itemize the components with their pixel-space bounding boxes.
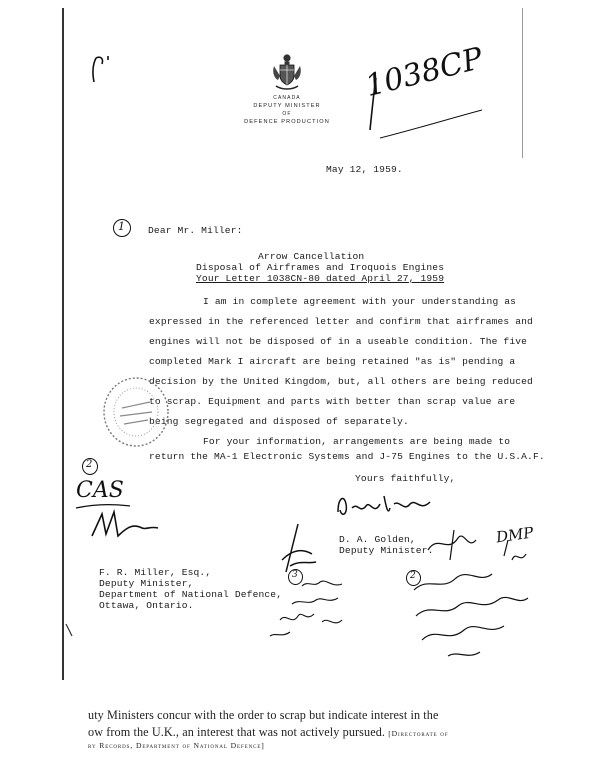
handwritten-file-number: 1038CP: [362, 41, 487, 104]
body-line-8: For your information, arrangements are being made to: [203, 436, 511, 447]
closing: Yours faithfully,: [355, 473, 456, 484]
caption-line2-text: ow from the U.K., an interest that was not actively pursued.: [88, 725, 386, 739]
body-line-9: return the MA-1 Electronic Systems and J-75 Engines to the U.S.A.F.: [149, 451, 545, 462]
subject-line2: Disposal of Airframes and Iroquois Engines: [196, 262, 445, 273]
file-number-strokes: [362, 70, 522, 140]
body-line-6: to scrap. Equipment and parts with better than scrap value are: [149, 396, 516, 407]
circled-number-3: 3: [292, 570, 298, 580]
subject-line1: Arrow Cancellation: [258, 251, 365, 262]
letterhead-title-line3: DEFENCE PRODUCTION: [244, 119, 330, 125]
caption-line1: uty Ministers concur with the order to scrap but indicate interest in the: [88, 708, 439, 722]
corner-mark-scribble: [84, 50, 124, 90]
handwritten-scrawl-1: [272, 520, 332, 578]
golden-signature: [330, 490, 440, 524]
letterhead-country: CANADA: [273, 95, 301, 101]
salutation: Dear Mr. Miller:: [148, 225, 243, 236]
handwritten-notes-cluster: [262, 576, 382, 640]
recipient-line2: Deputy Minister,: [99, 578, 194, 589]
letterhead-title-line2: OF: [282, 111, 292, 117]
body-line-3: engines will not be disposed of in a useable condition. The five: [149, 336, 528, 347]
page-left-edge: [62, 8, 64, 680]
letter-date: May 12, 1959.: [326, 164, 403, 175]
subject-line3: Your Letter 1038CN-80 dated April 27, 1959: [196, 273, 445, 284]
recipient-line4: Ottawa, Ontario.: [99, 600, 194, 611]
caption-line3: ry Records, Department of National Defence]: [88, 741, 265, 750]
body-line-2: expressed in the referenced letter and confirm that airframes and: [149, 316, 533, 327]
initials-signature: [88, 506, 168, 546]
received-date-stamp: [100, 368, 182, 454]
recipient-line3: Department of National Defence,: [99, 589, 283, 600]
recipient-name: F. R. Miller, Esq.,: [99, 567, 212, 578]
handwritten-dmp: DMP: [494, 523, 535, 547]
body-line-4: completed Mark I aircraft are being retained "as is" pending a: [149, 356, 516, 367]
body-line-1: I am in complete agreement with your understanding as: [203, 296, 517, 307]
page-right-edge: [522, 8, 523, 158]
letterhead-title-line1: DEPUTY MINISTER: [253, 103, 321, 109]
circled-number-2: 2: [86, 459, 93, 470]
handwritten-signatures-cluster: [408, 520, 534, 670]
signatory-title: Deputy Minister.: [339, 545, 434, 556]
signatory-name: D. A. Golden,: [339, 534, 416, 545]
body-line-7: being segregated and disposed of separately.: [149, 416, 409, 427]
margin-tick: [62, 620, 78, 640]
coat-of-arms-icon: [270, 52, 304, 92]
circled-number-2b: 2: [410, 571, 416, 581]
handwritten-cas: CAS: [76, 478, 124, 503]
caption-line2-source: [Directorate of: [388, 729, 449, 738]
circled-number-1: 1: [118, 220, 125, 233]
body-line-5: decision by the United Kingdom, but, all others are being reduced: [149, 376, 533, 387]
caption-line2: [88, 725, 449, 740]
